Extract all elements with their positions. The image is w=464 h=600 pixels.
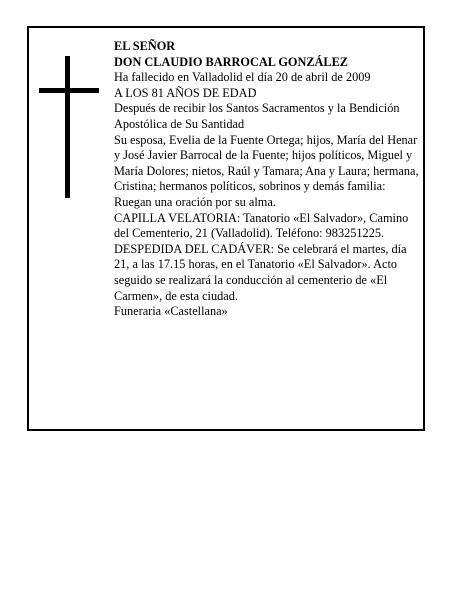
death-date-line: Ha fallecido en Valladolid el día 20 de abril de 2009 <box>114 70 371 85</box>
deceased-name: DON CLAUDIO BARROCAL GONZÁLEZ <box>114 54 349 69</box>
cross-horizontal-bar <box>39 88 99 93</box>
cross-vertical-bar <box>65 56 70 198</box>
sacraments-paragraph: Después de recibir los Santos Sacramentos y la Bendición Apostólica de Su Santidad <box>114 101 400 131</box>
obituary-notice <box>27 26 425 431</box>
family-paragraph: Su esposa, Evelia de la Fuente Ortega; hijos, María del Henar y José Javier Barrocal de la Fuente; hijos políticos, Miguel y María Dolores; nietos, Raúl y Tamara; Ana y Laura; hermana, Cristina; hermanos políticos, sobrinos y demás familia: <box>114 132 419 194</box>
chapel-paragraph: CAPILLA VELATORIA: Tanatorio «El Salvador», Camino del Cementerio, 21 (Valladolid). Teléfono: 983251225. <box>114 210 409 241</box>
age-line: A LOS 81 AÑOS DE EDAD <box>114 85 257 100</box>
latin-cross-icon <box>39 56 99 198</box>
obituary-text <box>114 39 422 320</box>
funeral-home-line: Funeraria «Castellana» <box>114 304 228 319</box>
farewell-paragraph: DESPEDIDA DEL CADÁVER: Se celebrará el martes, día 21, a las 17.15 horas, en el Tanatorio «El Salvador». Acto seguido se realizará la conducción al cementerio de «El Carmen», de esta ciudad. <box>114 241 407 303</box>
prayer-line: Ruegan una oración por su alma. <box>114 194 276 209</box>
heading-title: EL SEÑOR <box>114 39 176 53</box>
